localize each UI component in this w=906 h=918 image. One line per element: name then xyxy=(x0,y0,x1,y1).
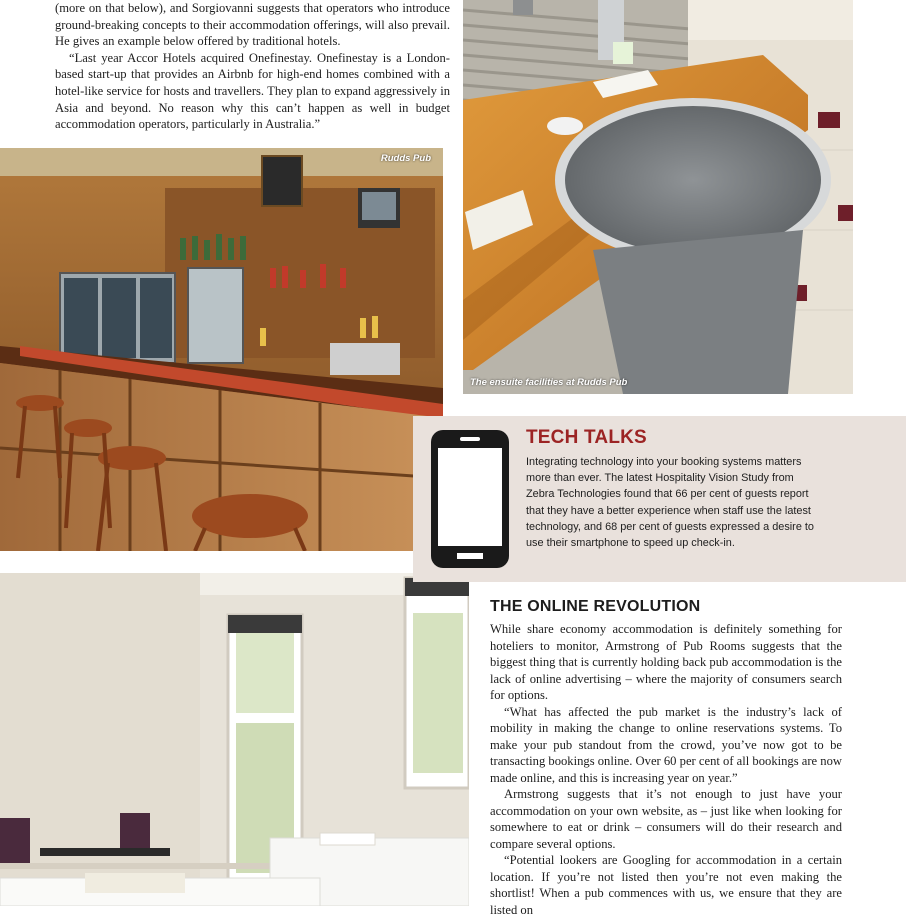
smartphone-icon xyxy=(429,428,511,575)
article-intro-text xyxy=(55,0,450,133)
article-paragraph: “Last year Accor Hotels acquired Onefinestay. Onefinestay is a London-based start-up that provides an Airbnb for high-end homes combined with a hotel-like service for hosts and travellers. They plan to expand aggressively in Asia and beyond. No reason why this can’t happen as well in budget accommodation operators, particularly in Australia.” xyxy=(55,50,450,132)
photo-caption: The ensuite facilities at Rudds Pub xyxy=(470,377,628,388)
tech-talks-box xyxy=(413,416,906,582)
ensuite-photo xyxy=(463,0,853,394)
section-heading: THE ONLINE REVOLUTION xyxy=(490,598,701,615)
photo-caption: Rudds Pub xyxy=(380,153,431,164)
article-paragraph: Armstrong suggests that it’s not enough to just have your accommodation on your own website, as – just like when looking for somewhere to eat or drink – consumers will do their research and compare several options. xyxy=(490,787,842,851)
article-paragraph: (more on that below), and Sorgiovanni suggests that operators who introduce ground-breaking concepts to their accommodation offerings, will also prevail. He gives an example below offered by traditional hotels. xyxy=(55,1,450,49)
article-paragraph: “Potential lookers are Googling for accommodation in a certain location. If you’re not listed then you’re not even making the shortlist! When a pub commences with us, we ensure that they are listed on xyxy=(490,853,842,917)
bedroom-photo xyxy=(0,573,469,906)
article-paragraph: “What has affected the pub market is the industry’s lack of mobility in making the change to online reservations systems. To make your pub standout from the crowd, you’ve now got to be transacting bookings online. Over 60 per cent of all bookings are now made online, and this is increasing year on year.” xyxy=(490,704,842,785)
article-paragraph: While share economy accommodation is definitely something for hoteliers to monitor, Armstrong of Pub Rooms suggests that the biggest thing that is currently holding back pub accommodation is the lack of online advertising – where the majority of consumers search for options. xyxy=(490,622,842,702)
bar-photo xyxy=(0,148,443,551)
tech-talks-title: TECH TALKS xyxy=(526,427,647,448)
online-revolution-text xyxy=(490,621,842,918)
tech-talks-body: Integrating technology into your booking systems matters more than ever. The latest Hospitality Vision Study from Zebra Technologies found that 66 per cent of guests report that they have a better experience when staff use the latest technology, and 68 per cent of guests expressed a desire to use their smartphone to speed up check-in. xyxy=(526,456,814,550)
